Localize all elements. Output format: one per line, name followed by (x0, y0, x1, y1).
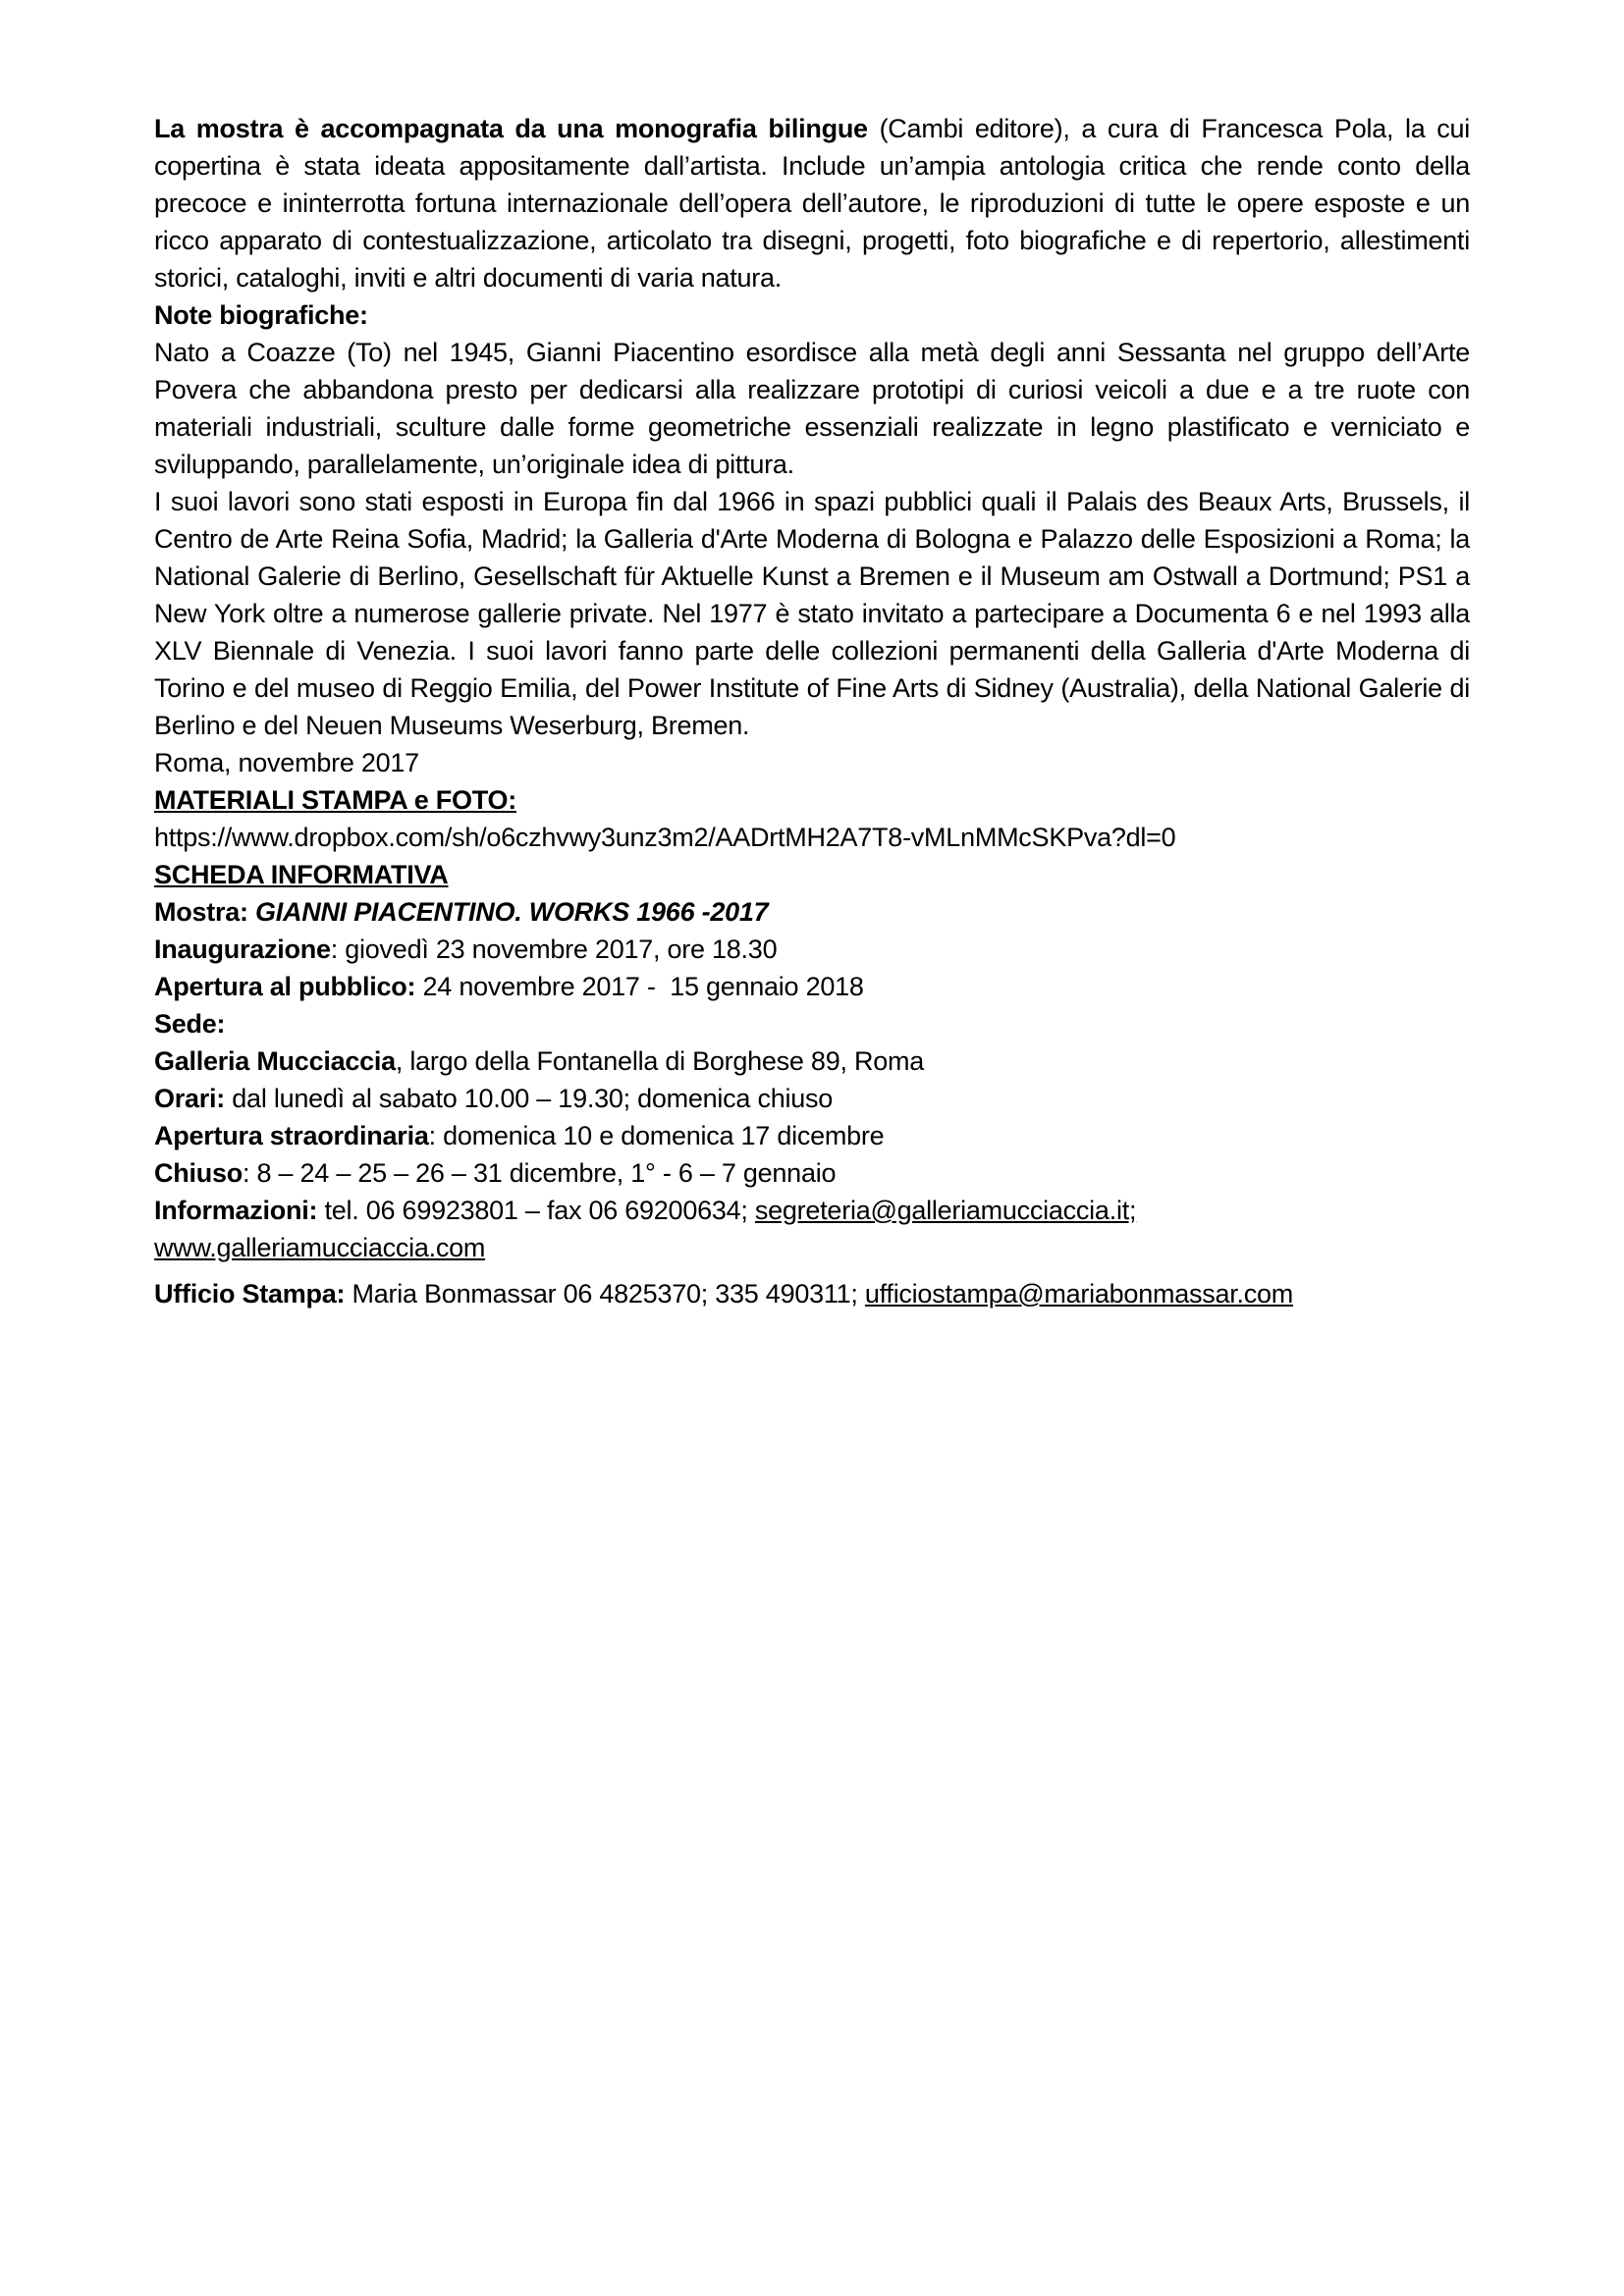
exhibition-line (154, 893, 1470, 931)
hours-label: Orari: (154, 1084, 226, 1113)
hours-value: dal lunedì al sabato 10.00 – 19.30; domenica chiuso (225, 1084, 833, 1113)
bio-paragraph-2: I suoi lavori sono stati esposti in Europa fin dal 1966 in spazi pubblici quali il Palais des Beaux Arts, Brussels, il Centro de Arte Reina Sofia, Madrid; la Galleria d'Arte Moderna di Bologna e Palazzo delle Esposizioni a Roma; la National Galerie di Berlino, Gesellschaft für Aktuelle Kunst a Bremen e il Museum am Ostwall a Dortmund; PS1 a New York oltre a numerose gallerie private. Nel 1977 è stato invitato a partecipare a Documenta 6 e nel 1993 alla XLV Biennale di Venezia. I suoi lavori fanno parte delle collezioni permanenti della Galleria d'Arte Moderna di Torino e del museo di Reggio Emilia, del Power Institute of Fine Arts di Sidney (Australia), della National Galerie di Berlino e del Neuen Museums Weserburg, Bremen. (154, 487, 1470, 740)
dateline: Roma, novembre 2017 (154, 748, 419, 777)
public-opening-label: Apertura al pubblico: (154, 972, 416, 1001)
closed-line (154, 1154, 1470, 1192)
closed-value: : 8 – 24 – 25 – 26 – 31 dicembre, 1° - 6 – 7 gennaio (243, 1158, 837, 1188)
info-sheet-heading: SCHEDA INFORMATIVA (154, 860, 449, 889)
intro-rest: (Cambi editore), a cura di Francesca Pola, la cui copertina è stata ideata appositamente dall’artista. Include un’ampia antologia critica che rende conto della precoce e ininterrotta fortuna internazionale dell’opera dell’autore, le riproduzioni di tutte le opere esposte e un ricco apparato di contestualizzazione, articolato tra disegni, progetti, foto biografiche e di repertorio, allestimenti storici, cataloghi, inviti e altri documenti di varia natura. (154, 114, 1470, 293)
public-opening-line (154, 968, 1470, 1005)
press-office-value: Maria Bonmassar 06 4825370; 335 490311; (345, 1279, 865, 1308)
venue-address-line (154, 1042, 1470, 1080)
opening-label: Inaugurazione (154, 934, 331, 964)
intro-paragraph (154, 110, 1470, 296)
opening-value: : giovedì 23 novembre 2017, ore 18.30 (330, 934, 778, 964)
special-opening-line (154, 1117, 1470, 1154)
bio-paragraph-1: Nato a Coazze (To) nel 1945, Gianni Piacentino esordisce alla metà degli anni Sessanta nel gruppo dell’Arte Povera che abbandona presto per dedicarsi alla realizzare prototipi di curiosi veicoli a due e a tre ruote con materiali industriali, sculture dalle forme geometriche essenziali realizzate in legno plastificato e verniciato e sviluppando, parallelamente, un’originale idea di pittura. (154, 338, 1470, 479)
venue-name: Galleria Mucciaccia (154, 1046, 396, 1076)
press-materials-url[interactable]: https://www.dropbox.com/sh/o6czhvwy3unz3m2/AADrtMH2A7T8-vMLnMMcSKPva?dl=0 (154, 823, 1176, 852)
press-office-label: Ufficio Stampa: (154, 1279, 346, 1308)
press-office-email-link[interactable]: ufficiostampa@mariabonmassar.com (864, 1279, 1293, 1308)
contact-line (154, 1192, 1470, 1229)
bio-heading: Note biografiche: (154, 300, 368, 330)
special-opening-label: Apertura straordinaria (154, 1121, 429, 1150)
website-line (154, 1229, 1470, 1266)
press-materials-heading: MATERIALI STAMPA e FOTO: (154, 785, 516, 815)
contact-email-link[interactable]: segreteria@galleriamucciaccia.it; (754, 1196, 1137, 1225)
hours-line (154, 1080, 1470, 1117)
closed-label: Chiuso (154, 1158, 243, 1188)
contact-label: Informazioni: (154, 1196, 318, 1225)
intro-lead-bold: La mostra è accompagnata da una monografia bilingue (154, 114, 868, 143)
exhibition-title: GIANNI PIACENTINO. WORKS 1966 -2017 (255, 897, 769, 927)
venue-info-block (154, 1005, 1470, 1266)
website-link[interactable]: www.galleriamucciaccia.com (154, 1233, 486, 1262)
opening-line (154, 931, 1470, 968)
special-opening-value: : domenica 10 e domenica 17 dicembre (428, 1121, 885, 1150)
venue-heading: Sede: (154, 1009, 226, 1039)
venue-address: , largo della Fontanella di Borghese 89, Roma (395, 1046, 924, 1076)
exhibition-label: Mostra: (154, 897, 256, 927)
press-office-line (154, 1275, 1470, 1312)
contact-value: tel. 06 69923801 – fax 06 69200634; (317, 1196, 755, 1225)
public-opening-value: 24 novembre 2017 - 15 gennaio 2018 (415, 972, 864, 1001)
